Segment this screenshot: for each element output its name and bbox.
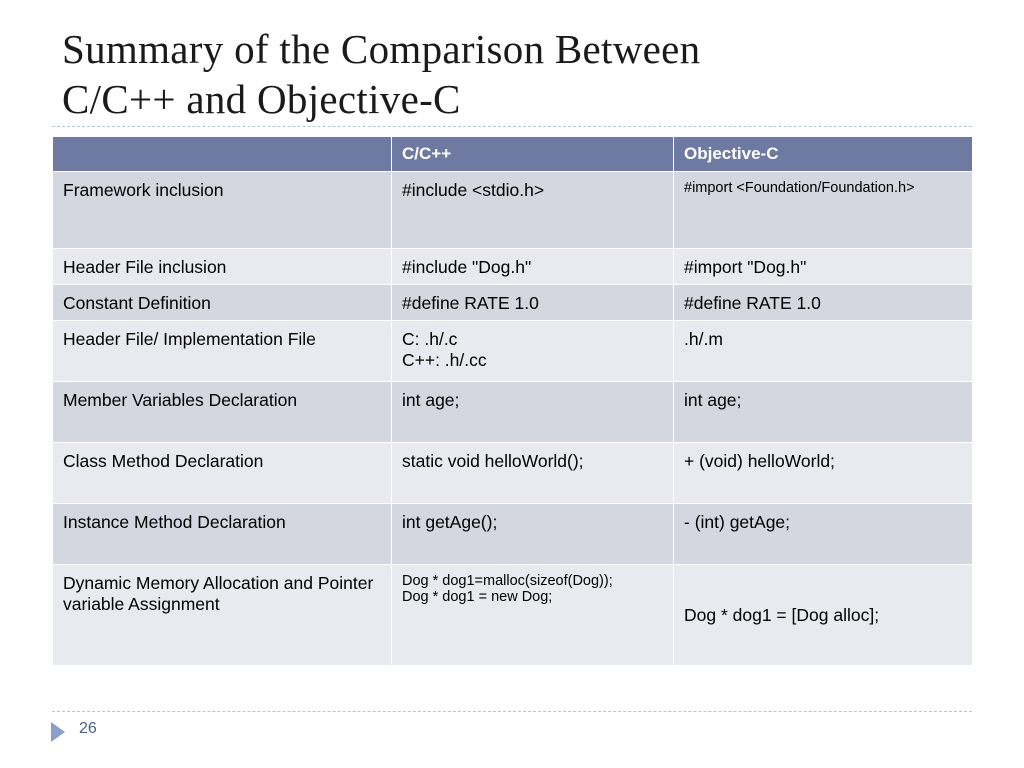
triangle-right-icon — [51, 722, 65, 742]
cpp-cell: int age; — [392, 382, 674, 443]
feature-cell: Instance Method Declaration — [53, 504, 392, 565]
cpp-cell: #include "Dog.h" — [392, 249, 674, 285]
page-number: 26 — [79, 720, 97, 737]
bottom-divider — [52, 711, 972, 712]
feature-cell: Header File/ Implementation File — [53, 321, 392, 382]
objc-cell: Dog * dog1 = [Dog alloc]; — [674, 565, 973, 666]
cpp-cell — [392, 565, 674, 666]
title-line-2: C/C++ and Objective-C — [62, 76, 461, 122]
cpp-cell: #define RATE 1.0 — [392, 285, 674, 321]
cpp-line: C: .h/.c — [402, 329, 458, 349]
cpp-cell: #include <stdio.h> — [392, 172, 674, 249]
feature-cell: Header File inclusion — [53, 249, 392, 285]
objc-cell: int age; — [674, 382, 973, 443]
table-row — [53, 504, 973, 565]
cpp-line: C++: .h/.cc — [402, 350, 487, 370]
table-header-row — [53, 137, 973, 172]
objc-cell: + (void) helloWorld; — [674, 443, 973, 504]
objc-cell: - (int) getAge; — [674, 504, 973, 565]
feature-cell: Framework inclusion — [53, 172, 392, 249]
table-row — [53, 285, 973, 321]
feature-cell: Member Variables Declaration — [53, 382, 392, 443]
cpp-line: Dog * dog1 = new Dog; — [402, 589, 553, 605]
comparison-table — [52, 136, 973, 666]
table-row — [53, 321, 973, 382]
table-row — [53, 565, 973, 666]
table-row — [53, 172, 973, 249]
feature-cell: Constant Definition — [53, 285, 392, 321]
table-row — [53, 249, 973, 285]
cpp-cell: int getAge(); — [392, 504, 674, 565]
title-line-1: Summary of the Comparison Between — [62, 26, 701, 72]
slide-title — [62, 24, 962, 124]
header-objc: Objective-C — [674, 137, 973, 172]
objc-cell: .h/.m — [674, 321, 973, 382]
feature-cell: Class Method Declaration — [53, 443, 392, 504]
cpp-cell: static void helloWorld(); — [392, 443, 674, 504]
cpp-line: Dog * dog1=malloc(sizeof(Dog)); — [402, 573, 613, 589]
cpp-cell — [392, 321, 674, 382]
header-feature — [53, 137, 392, 172]
objc-cell: #define RATE 1.0 — [674, 285, 973, 321]
objc-cell: #import <Foundation/Foundation.h> — [674, 172, 973, 249]
top-divider — [52, 126, 972, 127]
objc-cell: #import "Dog.h" — [674, 249, 973, 285]
table-row — [53, 443, 973, 504]
feature-cell: Dynamic Memory Allocation and Pointer variable Assignment — [53, 565, 392, 666]
table-row — [53, 382, 973, 443]
header-cpp: C/C++ — [392, 137, 674, 172]
